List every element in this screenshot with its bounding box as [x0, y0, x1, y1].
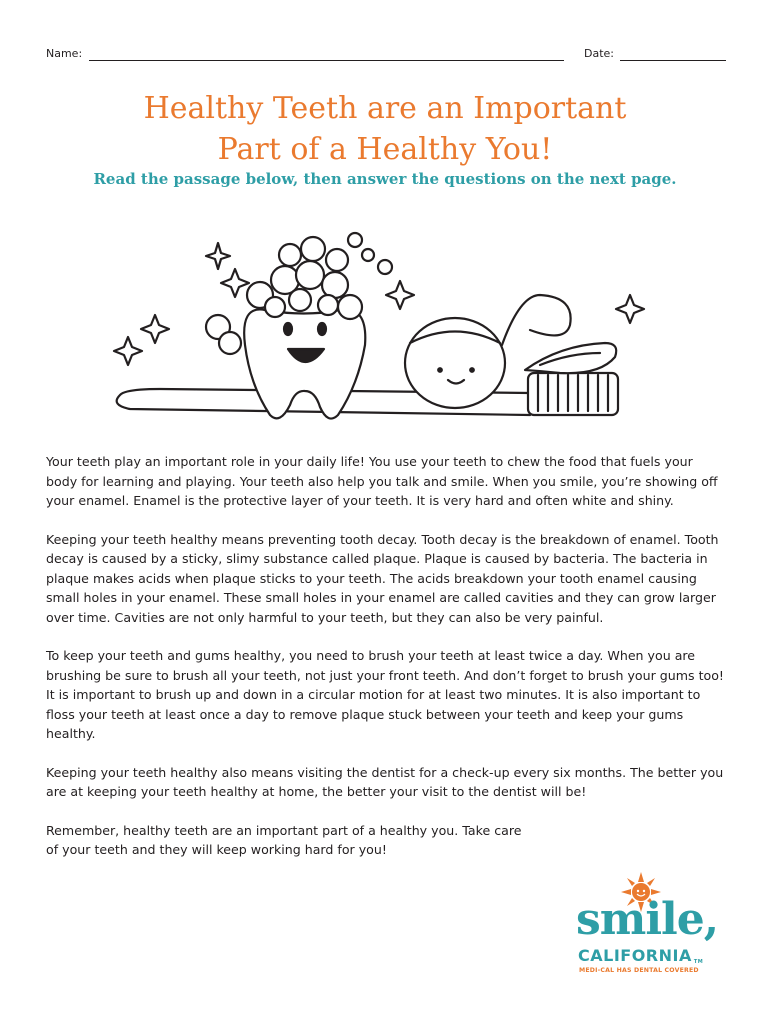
title-line-2: Part of a Healthy You! — [217, 132, 553, 167]
logo-california — [578, 946, 703, 965]
date-field-line[interactable] — [620, 60, 726, 61]
logo-trademark: TM — [693, 959, 704, 965]
floss-string — [502, 295, 571, 345]
toothbrush-head — [528, 373, 618, 415]
title-line-1: Healthy Teeth are an Important — [143, 91, 627, 126]
passage-paragraph-2: Keeping your teeth healthy means preventing tooth decay. Tooth decay is the breakdown of enamel. Tooth decay is caused by a sticky, slimy substance called plaque. Plaque is caused by bacteria. The bacteria in plaque makes acids when plaque sticks to your teeth. The acids breakdown your tooth enamel causing small holes in your enamel. These small holes in your enamel are called cavities and they can grow larger over time. Cavities are not only harmful to your teeth, but they can also be very painful. — [46, 531, 719, 625]
instructions-subtitle: Read the passage below, then answer the questions on the next page. — [93, 170, 677, 188]
smile-california-logo — [576, 872, 726, 982]
worksheet-header — [46, 45, 726, 65]
toothpaste-swirl — [525, 343, 616, 373]
passage-paragraph-1: Your teeth play an important role in your daily life! You use your teeth to chew the food that fuels your body for learning and playing. Your teeth also help you talk and smile. When you smile, you’re showing off your enamel. Enamel is the protective layer of your teeth. It is very hard and often white and shiny. — [46, 454, 718, 508]
page-title — [0, 88, 770, 170]
logo-wordmark: smile, — [576, 894, 719, 945]
tooth-toothbrush-illustration — [100, 225, 660, 435]
name-field-line[interactable] — [89, 60, 564, 61]
date-label: Date: — [584, 47, 614, 60]
logo-state: CALIFORNIA — [578, 946, 692, 965]
passage-paragraph-3: To keep your teeth and gums healthy, you need to brush your teeth at least twice a day. When you are brushing be sure to brush all your teeth, not just your front teeth. And don’t forget to brush your gums too! It is important to brush up and down in a circular motion for at least two minutes. It is also important to floss your teeth at least once a day to remove plaque stuck between your teeth and keep your gums healthy. — [46, 648, 724, 741]
passage-paragraph-4: Keeping your teeth healthy also means visiting the dentist for a check-up every six months. The better you are at keeping your teeth healthy at home, the better your visit to the dentist will be! — [46, 764, 724, 799]
logo-tagline: MEDI-CAL HAS DENTAL COVERED — [579, 967, 699, 974]
passage-paragraph-5: Remember, healthy teeth are an important part of a healthy you. Take care of your teeth and they will keep working hard for you! — [46, 822, 522, 857]
name-label: Name: — [46, 47, 83, 60]
reading-passage — [46, 452, 726, 879]
